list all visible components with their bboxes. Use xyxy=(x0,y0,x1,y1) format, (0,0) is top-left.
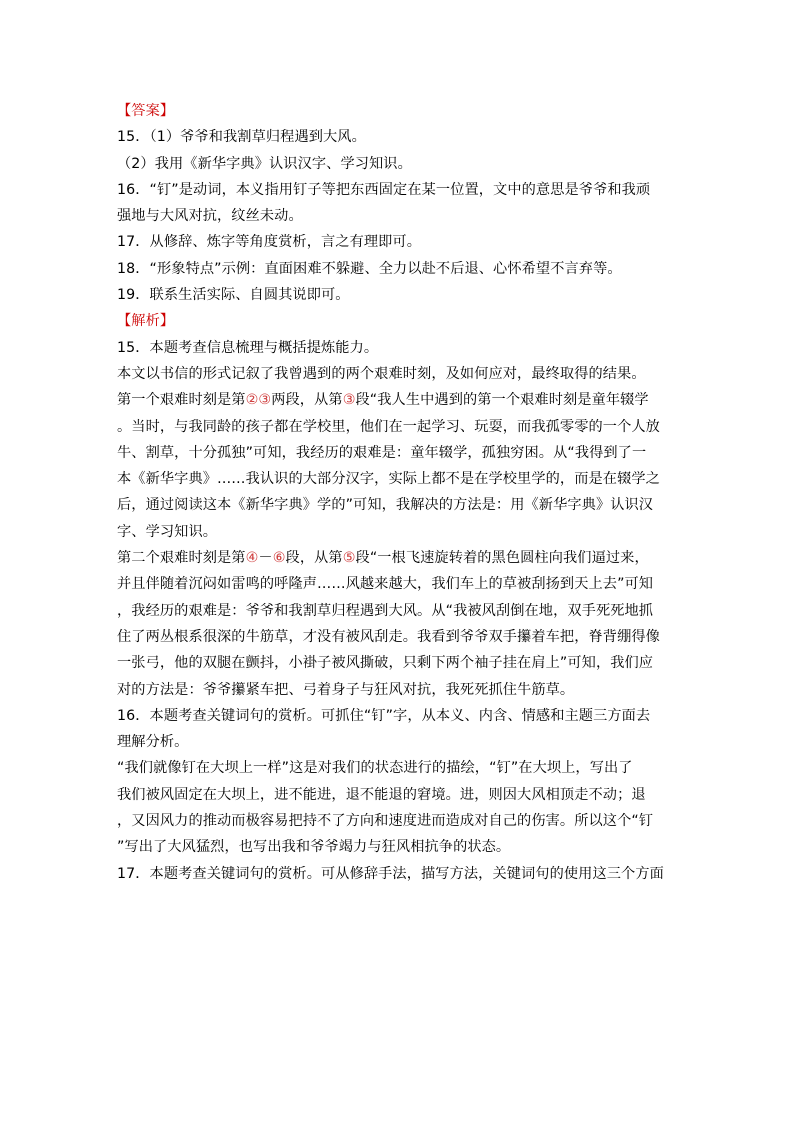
text-line: ”写出了大风猛烈，也写出我和爷爷竭力与狂风相抗争的状态。 xyxy=(117,839,511,856)
text-line: 后，通过阅读这本《新华字典》学的”可知，我解决的方法是：用《新华字典》认识汉 xyxy=(117,497,654,514)
section-heading: 【答案】 xyxy=(117,103,175,119)
text-line: ，我经历的艰难是：爷爷和我割草归程遇到大风。从“我被风刮倒在地，双手死死地抓 xyxy=(117,602,654,619)
text-line: 并且伴随着沉闷如雷鸣的呼隆声……风越来越大，我们车上的草被刮扬到天上去”可知 xyxy=(117,576,654,593)
text-line: 我们被风固定在大坝上，进不能进，退不能退的窘境。进，则因大风相顶走不动；退 xyxy=(117,786,646,803)
text-line: 住了两丛根系很深的牛筋草，才没有被风刮走。我看到爷爷双手攥着车把，脊背绷得像 xyxy=(117,628,660,645)
text-line: 一张弓，他的双腿在颤抖，小褂子被风撕破，只剩下两个袖子挂在肩上”可知，我们应 xyxy=(117,655,654,672)
text-line: 15．本题考查信息梳理与概括提炼能力。 xyxy=(117,339,379,356)
text-line: 理解分析。 xyxy=(117,734,189,751)
text-span: 段“我人生中遇到的第一个艰难时刻是童年辍学 xyxy=(355,392,649,409)
text-line: 本《新华字典》……我认识的大部分汉字，实际上都不是在学校里学的，而是在辍学之 xyxy=(117,471,660,488)
document-body xyxy=(117,98,679,887)
text-span: 两段，从第 xyxy=(271,392,343,409)
text-line: 16．本题考查关键词句的赏析。可抓住“钉”字，从本义、内含、情感和主题三方面去 xyxy=(117,707,651,724)
text-line: （2）我用《新华字典》认识汉字、学习知识。 xyxy=(117,155,412,172)
text-line: 本文以书信的形式记叙了我曾遇到的两个艰难时刻，及如何应对，最终取得的结果。 xyxy=(117,365,646,382)
text-line: 15．（1）爷爷和我割草归程遇到大风。 xyxy=(117,129,366,146)
paragraph-ref: ③ xyxy=(342,392,356,409)
text-line xyxy=(117,387,679,413)
text-line: 。当时，与我同龄的孩子都在学校里，他们在一起学习、玩耍，而我孤零零的一个人放 xyxy=(117,418,660,435)
text-line: 17．本题考查关键词句的赏析。可从修辞手法，描写方法，关键词句的使用这三个方面 xyxy=(117,865,664,882)
text-line: “我们就像钉在大坝上一样”这是对我们的状态进行的描绘，“钉”在大坝上，写出了 xyxy=(117,760,633,777)
text-line: 字、学习知识。 xyxy=(117,523,218,540)
text-line xyxy=(117,545,679,571)
text-line: 17．从修辞、炼字等角度赏析，言之有理即可。 xyxy=(117,234,422,251)
paragraph-ref: ④ xyxy=(245,550,259,567)
text-span: 段“一根飞速旋转着的黑色圆柱向我们逼过来， xyxy=(355,550,649,567)
text-line: 16．“钉”是动词，本义指用钉子等把东西固定在某一位置，文中的意思是爷爷和我顽 xyxy=(117,181,651,198)
paragraph-ref: ⑤ xyxy=(342,550,356,567)
paragraph-ref: ②③ xyxy=(245,392,272,409)
text-span: 段，从第 xyxy=(285,550,343,567)
text-span: － xyxy=(258,550,273,567)
text-span: 第二个艰难时刻是第 xyxy=(117,550,246,567)
section-heading: 【解析】 xyxy=(117,313,175,330)
text-span: 第一个艰难时刻是第 xyxy=(117,392,246,409)
text-line: ，又因风力的推动而极容易把持不了方向和速度进而造成对自己的伤害。所以这个“钉 xyxy=(117,813,654,830)
text-line: 牛、割草，十分孤独”可知，我经历的艰难是：童年辍学，孤独穷困。从“我得到了一 xyxy=(117,444,647,461)
text-line: 18．“形象特点”示例：直面困难不躲避、全力以赴不后退、心怀希望不言弃等。 xyxy=(117,260,622,277)
paragraph-ref: ⑥ xyxy=(272,550,286,567)
text-line: 19．联系生活实际、自圆其说即可。 xyxy=(117,287,350,304)
text-line: 对的方法是：爷爷攥紧车把、弓着身子与狂风对抗，我死死抓住牛筋草。 xyxy=(117,681,575,698)
text-line: 强地与大风对抗，纹丝未动。 xyxy=(117,208,303,225)
